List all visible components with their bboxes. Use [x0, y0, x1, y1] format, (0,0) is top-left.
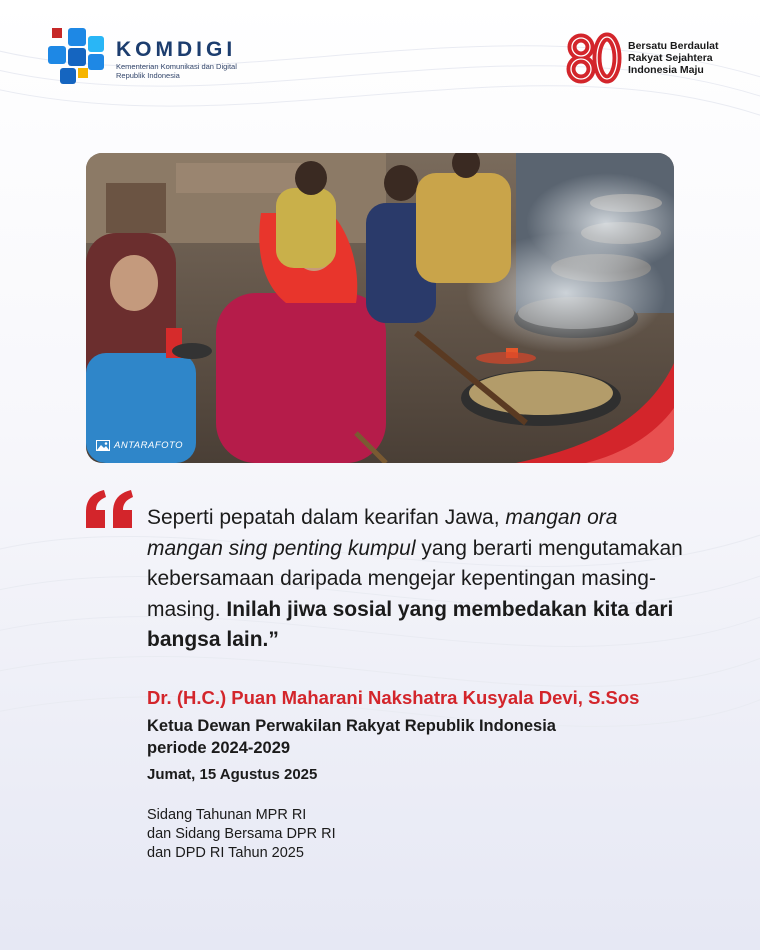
cooking-scene-image: [86, 153, 674, 463]
event-line1: Sidang Tahunan MPR RI: [147, 807, 307, 823]
quote-javanese-proverb: mangan ora mangan sing penting kumpul: [147, 506, 618, 560]
quote-emphasis: Inilah jiwa sosial yang membedakan kita dari bangsa lain.”: [147, 597, 674, 651]
photo-credit-text: ANTARAFOTO: [114, 440, 184, 451]
feature-photo: [86, 153, 674, 463]
speaker-name: Dr. (H.C.) Puan Maharani Nakshatra Kusyala Devi, S.Sos: [147, 687, 640, 708]
brand-name: KOMDIGI: [116, 38, 237, 61]
photo-credit: [96, 440, 183, 451]
speaker-role-line1: Ketua Dewan Perwakilan Rakyat Republik Indonesia: [147, 717, 556, 735]
speech-date: Jumat, 15 Agustus 2025: [147, 766, 318, 783]
brand-subtitle: [116, 62, 256, 80]
hut-ri-80-logo: [566, 32, 622, 84]
speaker-role: [147, 715, 667, 759]
anniversary-tagline: [628, 40, 738, 76]
image-icon: [96, 440, 110, 451]
event-name: [147, 806, 336, 863]
brand-subtitle-line1: Kementerian Komunikasi dan Digital: [116, 62, 237, 71]
event-line2: dan Sidang Bersama DPR RI: [147, 826, 336, 842]
quote-text: [147, 503, 687, 656]
tagline-line2: Rakyat Sejahtera: [628, 52, 713, 64]
quote-icon: [84, 488, 136, 532]
header: [0, 0, 760, 120]
brand-subtitle-line2: Republik Indonesia: [116, 71, 180, 80]
tagline-line3: Indonesia Maju: [628, 64, 704, 76]
speaker-role-line2: periode 2024-2029: [147, 739, 291, 757]
tagline-line1: Bersatu Berdaulat: [628, 40, 719, 52]
quote-part3: yang berarti mengutamakan kebersamaan daripada mengejar kepentingan masing-masing.: [147, 536, 683, 621]
quote-part1: Seperti pepatah dalam kearifan Jawa,: [147, 506, 506, 529]
event-line3: dan DPD RI Tahun 2025: [147, 845, 304, 861]
